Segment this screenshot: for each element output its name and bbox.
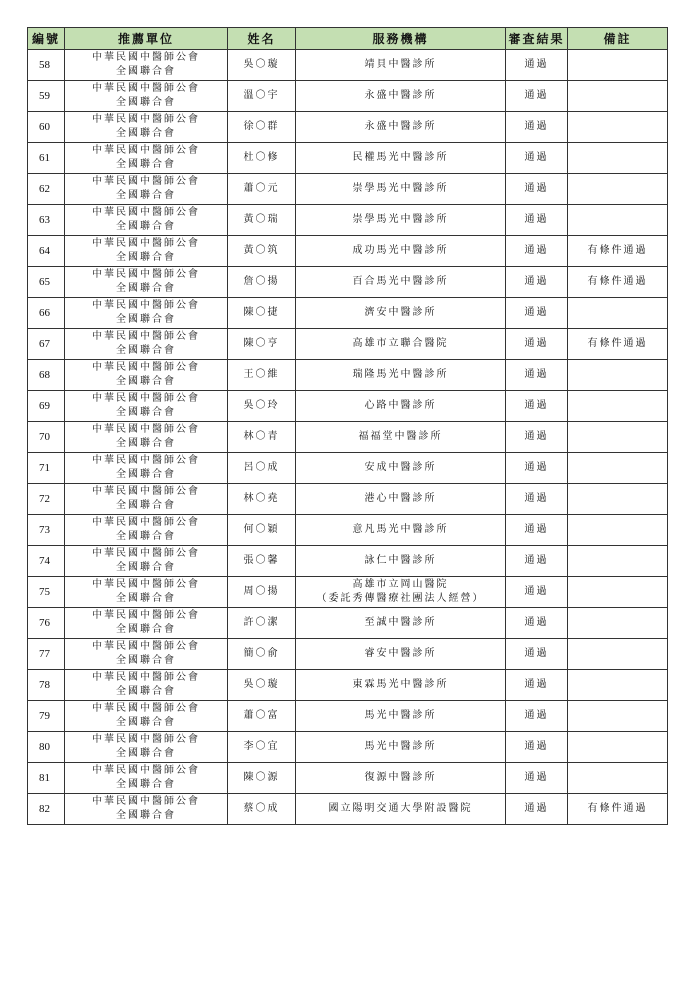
- service-institution: [296, 732, 506, 763]
- row-number: 67: [28, 329, 65, 360]
- service-institution-line: 崇學馬光中醫診所: [352, 183, 449, 194]
- header-review-result: 審查結果: [506, 28, 568, 50]
- remarks: [568, 360, 668, 391]
- table-row: [28, 608, 668, 639]
- recommending-unit-line: 全國聯合會: [116, 66, 176, 77]
- table-row: [28, 546, 668, 577]
- person-name: 簡〇俞: [228, 639, 296, 670]
- recommending-unit: [65, 577, 228, 608]
- row-number: 60: [28, 112, 65, 143]
- recommending-unit: [65, 453, 228, 484]
- person-name: 林〇堯: [228, 484, 296, 515]
- recommending-unit: [65, 701, 228, 732]
- row-number: 70: [28, 422, 65, 453]
- recommending-unit-line: 中華民國中醫師公會: [92, 52, 200, 63]
- review-result: 通過: [506, 732, 568, 763]
- remarks: 有條件通過: [568, 794, 668, 825]
- service-institution: [296, 515, 506, 546]
- review-result: 通過: [506, 360, 568, 391]
- recommending-unit-line: 中華民國中醫師公會: [92, 610, 200, 621]
- service-institution: [296, 577, 506, 608]
- service-institution: [296, 267, 506, 298]
- table-body: [28, 50, 668, 825]
- recommending-unit-line: 全國聯合會: [116, 283, 176, 294]
- service-institution: [296, 794, 506, 825]
- recommending-unit: [65, 174, 228, 205]
- person-name: 周〇揚: [228, 577, 296, 608]
- recommending-unit-line: 中華民國中醫師公會: [92, 517, 200, 528]
- row-number: 82: [28, 794, 65, 825]
- table-row: [28, 577, 668, 608]
- table-row: [28, 50, 668, 81]
- recommending-unit: [65, 112, 228, 143]
- table-row: [28, 236, 668, 267]
- service-institution: [296, 174, 506, 205]
- recommending-unit-line: 中華民國中醫師公會: [92, 238, 200, 249]
- remarks: [568, 670, 668, 701]
- row-number: 68: [28, 360, 65, 391]
- table-row: [28, 143, 668, 174]
- service-institution-line: 民權馬光中醫診所: [352, 152, 449, 163]
- recommending-unit-line: 全國聯合會: [116, 345, 176, 356]
- recommending-unit-line: 中華民國中醫師公會: [92, 548, 200, 559]
- person-name: 李〇宜: [228, 732, 296, 763]
- table-row: [28, 391, 668, 422]
- review-result: 通過: [506, 577, 568, 608]
- header-service-institution: 服務機構: [296, 28, 506, 50]
- person-name: 林〇青: [228, 422, 296, 453]
- row-number: 63: [28, 205, 65, 236]
- row-number: 79: [28, 701, 65, 732]
- row-number: 78: [28, 670, 65, 701]
- row-number: 72: [28, 484, 65, 515]
- review-result: 通過: [506, 329, 568, 360]
- service-institution-line: 成功馬光中醫診所: [352, 245, 449, 256]
- review-result: 通過: [506, 236, 568, 267]
- recommending-unit: [65, 515, 228, 546]
- review-result: 通過: [506, 453, 568, 484]
- remarks: [568, 298, 668, 329]
- recommending-unit-line: 全國聯合會: [116, 748, 176, 759]
- person-name: 黃〇瑞: [228, 205, 296, 236]
- recommending-unit: [65, 670, 228, 701]
- service-institution: [296, 298, 506, 329]
- person-name: 張〇馨: [228, 546, 296, 577]
- service-institution: [296, 236, 506, 267]
- row-number: 76: [28, 608, 65, 639]
- recommending-unit-line: 全國聯合會: [116, 624, 176, 635]
- review-result: 通過: [506, 763, 568, 794]
- service-institution-line: 高雄市立岡山醫院: [352, 579, 449, 590]
- service-institution-line: 東霖馬光中醫診所: [352, 679, 449, 690]
- service-institution-line: 福福堂中醫診所: [358, 431, 443, 442]
- review-result: 通過: [506, 546, 568, 577]
- row-number: 66: [28, 298, 65, 329]
- recommending-unit: [65, 608, 228, 639]
- row-number: 71: [28, 453, 65, 484]
- table-row: [28, 267, 668, 298]
- service-institution: [296, 205, 506, 236]
- person-name: 許〇潔: [228, 608, 296, 639]
- recommending-unit-line: 全國聯合會: [116, 407, 176, 418]
- table-header: [28, 28, 668, 50]
- remarks: [568, 81, 668, 112]
- recommending-unit-line: 中華民國中醫師公會: [92, 672, 200, 683]
- row-number: 77: [28, 639, 65, 670]
- header-number: 編號: [28, 28, 65, 50]
- remarks: [568, 453, 668, 484]
- recommending-unit-line: 全國聯合會: [116, 159, 176, 170]
- recommending-unit: [65, 360, 228, 391]
- person-name: 陳〇源: [228, 763, 296, 794]
- table-row: [28, 794, 668, 825]
- remarks: [568, 50, 668, 81]
- person-name: 呂〇成: [228, 453, 296, 484]
- service-institution-line: 崇學馬光中醫診所: [352, 214, 449, 225]
- person-name: 吳〇璇: [228, 670, 296, 701]
- recommending-unit-line: 全國聯合會: [116, 438, 176, 449]
- remarks: [568, 577, 668, 608]
- recommending-unit: [65, 298, 228, 329]
- recommending-unit-line: 中華民國中醫師公會: [92, 641, 200, 652]
- recommending-unit-line: 全國聯合會: [116, 314, 176, 325]
- recommending-unit: [65, 763, 228, 794]
- review-result: 通過: [506, 794, 568, 825]
- remarks: [568, 422, 668, 453]
- recommending-unit-line: 中華民國中醫師公會: [92, 703, 200, 714]
- header-row: [28, 28, 668, 50]
- person-name: 吳〇玲: [228, 391, 296, 422]
- table-row: [28, 112, 668, 143]
- review-result: 通過: [506, 174, 568, 205]
- recommending-unit-line: 中華民國中醫師公會: [92, 176, 200, 187]
- recommending-unit-line: 中華民國中醫師公會: [92, 331, 200, 342]
- recommending-unit-line: 全國聯合會: [116, 469, 176, 480]
- review-result: 通過: [506, 484, 568, 515]
- review-result: 通過: [506, 670, 568, 701]
- recommending-unit-line: 中華民國中醫師公會: [92, 300, 200, 311]
- review-result: 通過: [506, 515, 568, 546]
- person-name: 徐〇群: [228, 112, 296, 143]
- recommending-unit-line: 全國聯合會: [116, 252, 176, 263]
- review-result: 通過: [506, 112, 568, 143]
- recommending-unit: [65, 267, 228, 298]
- remarks: 有條件通過: [568, 267, 668, 298]
- remarks: [568, 112, 668, 143]
- remarks: [568, 546, 668, 577]
- recommending-unit: [65, 732, 228, 763]
- recommending-unit-line: 全國聯合會: [116, 562, 176, 573]
- table-row: [28, 360, 668, 391]
- service-institution-line: 港心中醫診所: [364, 493, 437, 504]
- service-institution: [296, 546, 506, 577]
- remarks: [568, 763, 668, 794]
- recommending-unit: [65, 50, 228, 81]
- row-number: 65: [28, 267, 65, 298]
- recommending-unit-line: 中華民國中醫師公會: [92, 796, 200, 807]
- service-institution: [296, 50, 506, 81]
- table-row: [28, 205, 668, 236]
- service-institution: [296, 391, 506, 422]
- service-institution-line: 安成中醫診所: [364, 462, 437, 473]
- recommending-unit: [65, 81, 228, 112]
- recommending-unit-line: 中華民國中醫師公會: [92, 269, 200, 280]
- table-row: [28, 453, 668, 484]
- recommending-unit: [65, 236, 228, 267]
- service-institution-line: 國立陽明交通大學附設醫院: [328, 803, 473, 814]
- remarks: [568, 174, 668, 205]
- recommending-unit-line: 全國聯合會: [116, 190, 176, 201]
- service-institution-line: 瑞隆馬光中醫診所: [352, 369, 449, 380]
- recommending-unit: [65, 546, 228, 577]
- review-result: 通過: [506, 143, 568, 174]
- recommending-unit-line: 中華民國中醫師公會: [92, 424, 200, 435]
- service-institution: [296, 670, 506, 701]
- row-number: 69: [28, 391, 65, 422]
- recommending-unit-line: 中華民國中醫師公會: [92, 393, 200, 404]
- recommending-unit-line: 全國聯合會: [116, 717, 176, 728]
- person-name: 何〇穎: [228, 515, 296, 546]
- recommending-unit: [65, 205, 228, 236]
- table-row: [28, 329, 668, 360]
- service-institution-line: （委託秀傳醫療社團法人經營）: [316, 593, 485, 604]
- person-name: 詹〇揚: [228, 267, 296, 298]
- review-result: 通過: [506, 639, 568, 670]
- recommending-unit-line: 中華民國中醫師公會: [92, 486, 200, 497]
- recommending-unit-line: 全國聯合會: [116, 686, 176, 697]
- review-result: 通過: [506, 298, 568, 329]
- recommending-unit-line: 全國聯合會: [116, 531, 176, 542]
- remarks: [568, 484, 668, 515]
- review-result: 通過: [506, 701, 568, 732]
- review-result: 通過: [506, 267, 568, 298]
- person-name: 蕭〇富: [228, 701, 296, 732]
- service-institution: [296, 422, 506, 453]
- recommending-unit-line: 中華民國中醫師公會: [92, 455, 200, 466]
- service-institution-line: 永盛中醫診所: [364, 90, 437, 101]
- recommending-unit-line: 中華民國中醫師公會: [92, 83, 200, 94]
- row-number: 73: [28, 515, 65, 546]
- recommending-unit: [65, 329, 228, 360]
- service-institution-line: 至誠中醫診所: [364, 617, 437, 628]
- recommending-unit-line: 中華民國中醫師公會: [92, 207, 200, 218]
- remarks: [568, 205, 668, 236]
- header-remarks: 備註: [568, 28, 668, 50]
- remarks: [568, 391, 668, 422]
- service-institution: [296, 81, 506, 112]
- service-institution: [296, 112, 506, 143]
- row-number: 61: [28, 143, 65, 174]
- service-institution-line: 睿安中醫診所: [364, 648, 437, 659]
- person-name: 黃〇筑: [228, 236, 296, 267]
- service-institution-line: 永盛中醫診所: [364, 121, 437, 132]
- remarks: 有條件通過: [568, 236, 668, 267]
- service-institution: [296, 763, 506, 794]
- recommending-unit-line: 全國聯合會: [116, 500, 176, 511]
- table-row: [28, 763, 668, 794]
- remarks: [568, 639, 668, 670]
- table-row: [28, 298, 668, 329]
- table-row: [28, 701, 668, 732]
- recommending-unit: [65, 391, 228, 422]
- recommending-unit-line: 中華民國中醫師公會: [92, 145, 200, 156]
- recommending-unit-line: 全國聯合會: [116, 655, 176, 666]
- service-institution-line: 心路中醫診所: [364, 400, 437, 411]
- recommending-unit-line: 中華民國中醫師公會: [92, 765, 200, 776]
- person-name: 蔡〇成: [228, 794, 296, 825]
- table-row: [28, 422, 668, 453]
- header-recommending-unit: 推薦單位: [65, 28, 228, 50]
- table-row: [28, 515, 668, 546]
- service-institution: [296, 329, 506, 360]
- header-name: 姓名: [228, 28, 296, 50]
- review-result: 通過: [506, 205, 568, 236]
- review-results-table: [27, 27, 668, 825]
- service-institution: [296, 484, 506, 515]
- recommending-unit-line: 全國聯合會: [116, 810, 176, 821]
- recommending-unit-line: 全國聯合會: [116, 221, 176, 232]
- review-result: 通過: [506, 50, 568, 81]
- recommending-unit-line: 中華民國中醫師公會: [92, 579, 200, 590]
- row-number: 74: [28, 546, 65, 577]
- service-institution: [296, 143, 506, 174]
- person-name: 王〇維: [228, 360, 296, 391]
- table-row: [28, 81, 668, 112]
- recommending-unit: [65, 794, 228, 825]
- service-institution: [296, 701, 506, 732]
- service-institution-line: 詠仁中醫診所: [364, 555, 437, 566]
- table-row: [28, 484, 668, 515]
- review-result: 通過: [506, 422, 568, 453]
- recommending-unit-line: 全國聯合會: [116, 593, 176, 604]
- row-number: 62: [28, 174, 65, 205]
- service-institution-line: 馬光中醫診所: [364, 741, 437, 752]
- person-name: 溫〇宇: [228, 81, 296, 112]
- recommending-unit: [65, 422, 228, 453]
- person-name: 吳〇璇: [228, 50, 296, 81]
- recommending-unit: [65, 143, 228, 174]
- service-institution: [296, 453, 506, 484]
- table-row: [28, 639, 668, 670]
- table-row: [28, 732, 668, 763]
- row-number: 64: [28, 236, 65, 267]
- service-institution: [296, 608, 506, 639]
- service-institution-line: 復源中醫診所: [364, 772, 437, 783]
- remarks: [568, 732, 668, 763]
- recommending-unit-line: 中華民國中醫師公會: [92, 734, 200, 745]
- recommending-unit-line: 全國聯合會: [116, 128, 176, 139]
- row-number: 59: [28, 81, 65, 112]
- remarks: [568, 515, 668, 546]
- row-number: 81: [28, 763, 65, 794]
- recommending-unit-line: 全國聯合會: [116, 376, 176, 387]
- service-institution-line: 百合馬光中醫診所: [352, 276, 449, 287]
- recommending-unit-line: 中華民國中醫師公會: [92, 114, 200, 125]
- row-number: 80: [28, 732, 65, 763]
- person-name: 陳〇亨: [228, 329, 296, 360]
- remarks: [568, 143, 668, 174]
- recommending-unit-line: 中華民國中醫師公會: [92, 362, 200, 373]
- service-institution-line: 意凡馬光中醫診所: [352, 524, 449, 535]
- person-name: 蕭〇元: [228, 174, 296, 205]
- review-result: 通過: [506, 391, 568, 422]
- service-institution: [296, 639, 506, 670]
- review-result: 通過: [506, 81, 568, 112]
- service-institution-line: 馬光中醫診所: [364, 710, 437, 721]
- recommending-unit-line: 全國聯合會: [116, 779, 176, 790]
- review-result: 通過: [506, 608, 568, 639]
- service-institution: [296, 360, 506, 391]
- table-row: [28, 174, 668, 205]
- recommending-unit-line: 全國聯合會: [116, 97, 176, 108]
- recommending-unit: [65, 484, 228, 515]
- table-row: [28, 670, 668, 701]
- service-institution-line: 濟安中醫診所: [364, 307, 437, 318]
- row-number: 75: [28, 577, 65, 608]
- person-name: 杜〇修: [228, 143, 296, 174]
- row-number: 58: [28, 50, 65, 81]
- remarks: [568, 608, 668, 639]
- remarks: [568, 701, 668, 732]
- recommending-unit: [65, 639, 228, 670]
- person-name: 陳〇捷: [228, 298, 296, 329]
- service-institution-line: 高雄市立聯合醫院: [352, 338, 449, 349]
- remarks: 有條件通過: [568, 329, 668, 360]
- service-institution-line: 靖貝中醫診所: [364, 59, 437, 70]
